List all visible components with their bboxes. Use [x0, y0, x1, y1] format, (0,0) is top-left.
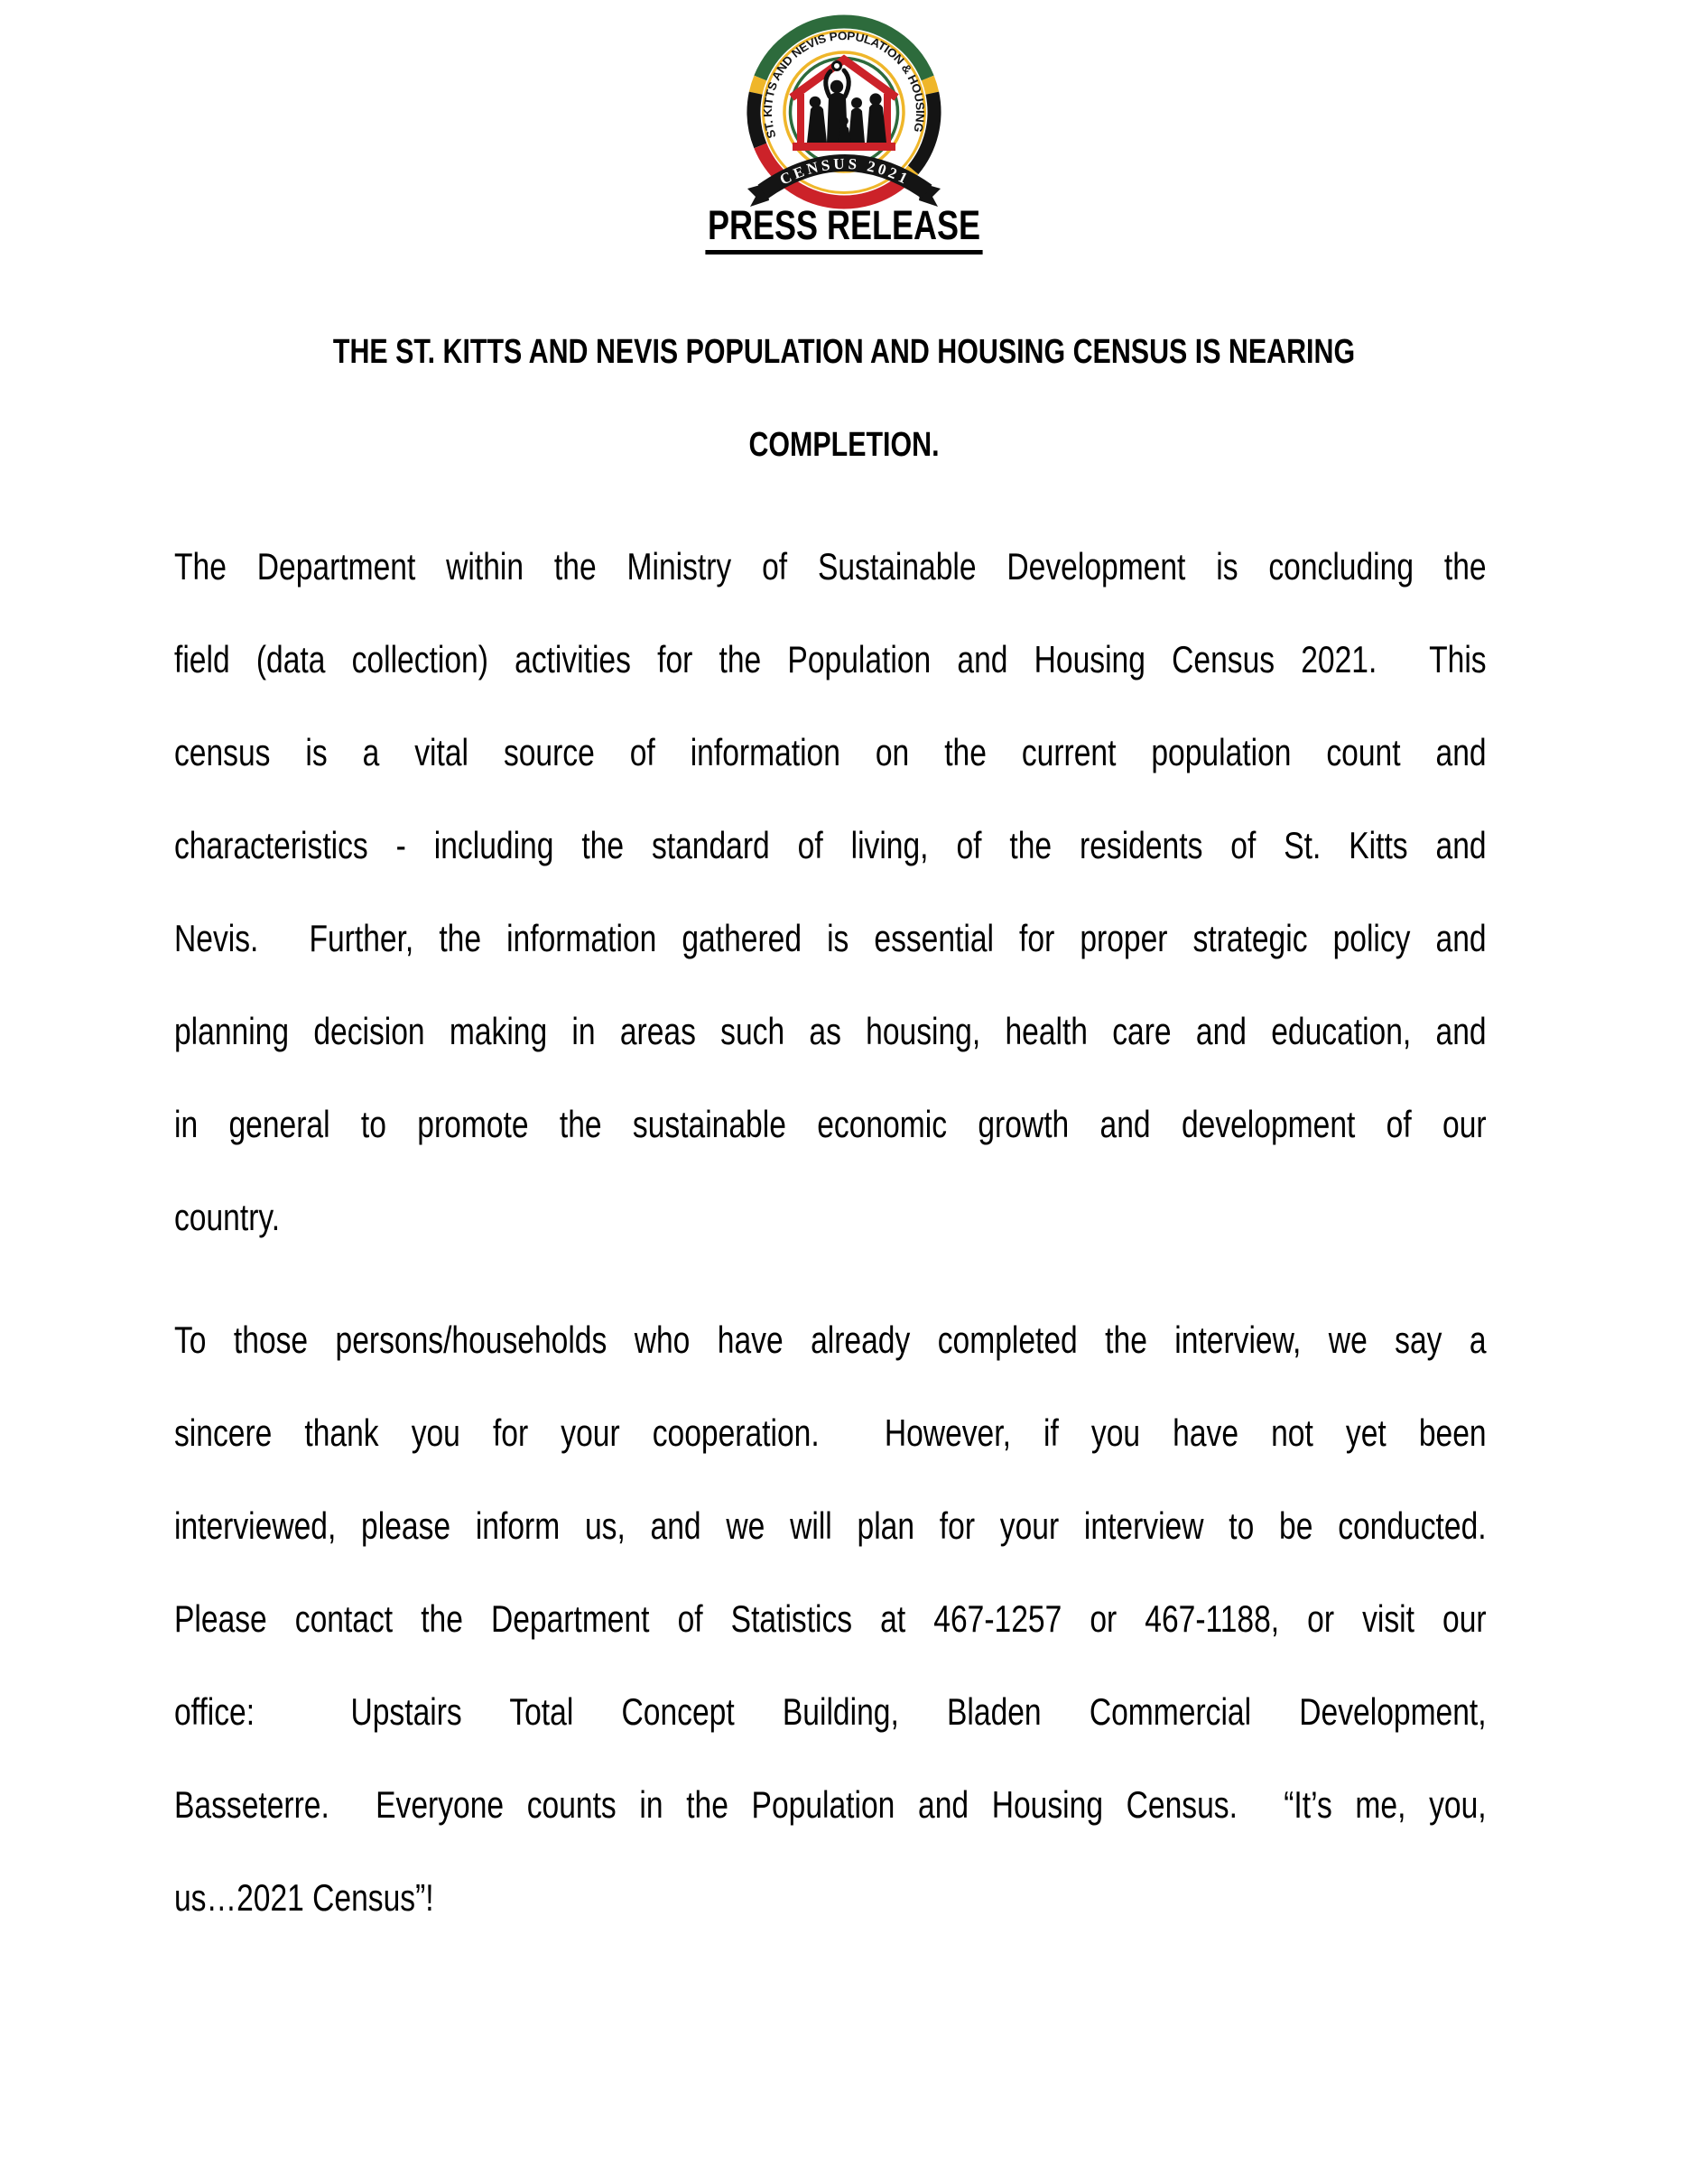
headline-line-2: COMPLETION.: [748, 426, 940, 464]
paragraph-line: To those persons/households who have already completed the interview, we say a: [174, 1319, 1487, 1361]
paragraph-line: interviewed, please inform us, and we will plan for your interview to be conducted.: [174, 1504, 1487, 1547]
census-logo: [745, 14, 943, 212]
document-body: [174, 520, 1487, 1944]
paragraph-line: in general to promote the sustainable economic growth and development of our: [174, 1103, 1487, 1145]
paragraph-line: office: Upstairs Total Concept Building, Bladen Commercial Development,: [174, 1690, 1487, 1733]
paragraph-line: planning decision making in areas such as housing, health care and education, and: [174, 1010, 1487, 1052]
press-release-title: PRESS RELEASE: [706, 205, 983, 254]
logo-ring-text: ST. KITTS AND NEVIS POPULATION & HOUSING: [760, 29, 928, 141]
paragraph-1: [174, 520, 1487, 1263]
paragraph-line: sincere thank you for your cooperation. However, if you have not yet been: [174, 1411, 1487, 1454]
press-release-heading: [169, 202, 1519, 254]
paragraph-line: Basseterre. Everyone counts in the Population and Housing Census. “It’s me, you,: [174, 1783, 1487, 1826]
paragraph-line: census is a vital source of information on the current population count and: [174, 731, 1487, 773]
paragraph-line: field (data collection) activities for the Population and Housing Census 2021. This: [174, 638, 1487, 680]
paragraph-line: characteristics - including the standard of living, of the residents of St. Kitts and: [174, 824, 1487, 866]
paragraph-line: us…2021 Census”!: [174, 1876, 434, 1919]
headline: [169, 306, 1519, 492]
logo-banner-text: CENSUS 2021: [776, 154, 914, 189]
paragraph-line: Please contact the Department of Statistics at 467-1257 or 467-1188, or visit our: [174, 1597, 1487, 1640]
paragraph-2: [174, 1293, 1487, 1944]
paragraph-line: Nevis. Further, the information gathered is essential for proper strategic policy and: [174, 917, 1487, 959]
headline-line-1: THE ST. KITTS AND NEVIS POPULATION AND HOUSING CENSUS IS NEARING: [332, 333, 1356, 371]
paragraph-line: The Department within the Ministry of Sustainable Development is concluding the: [174, 545, 1487, 588]
paragraph-line: country.: [174, 1196, 281, 1238]
